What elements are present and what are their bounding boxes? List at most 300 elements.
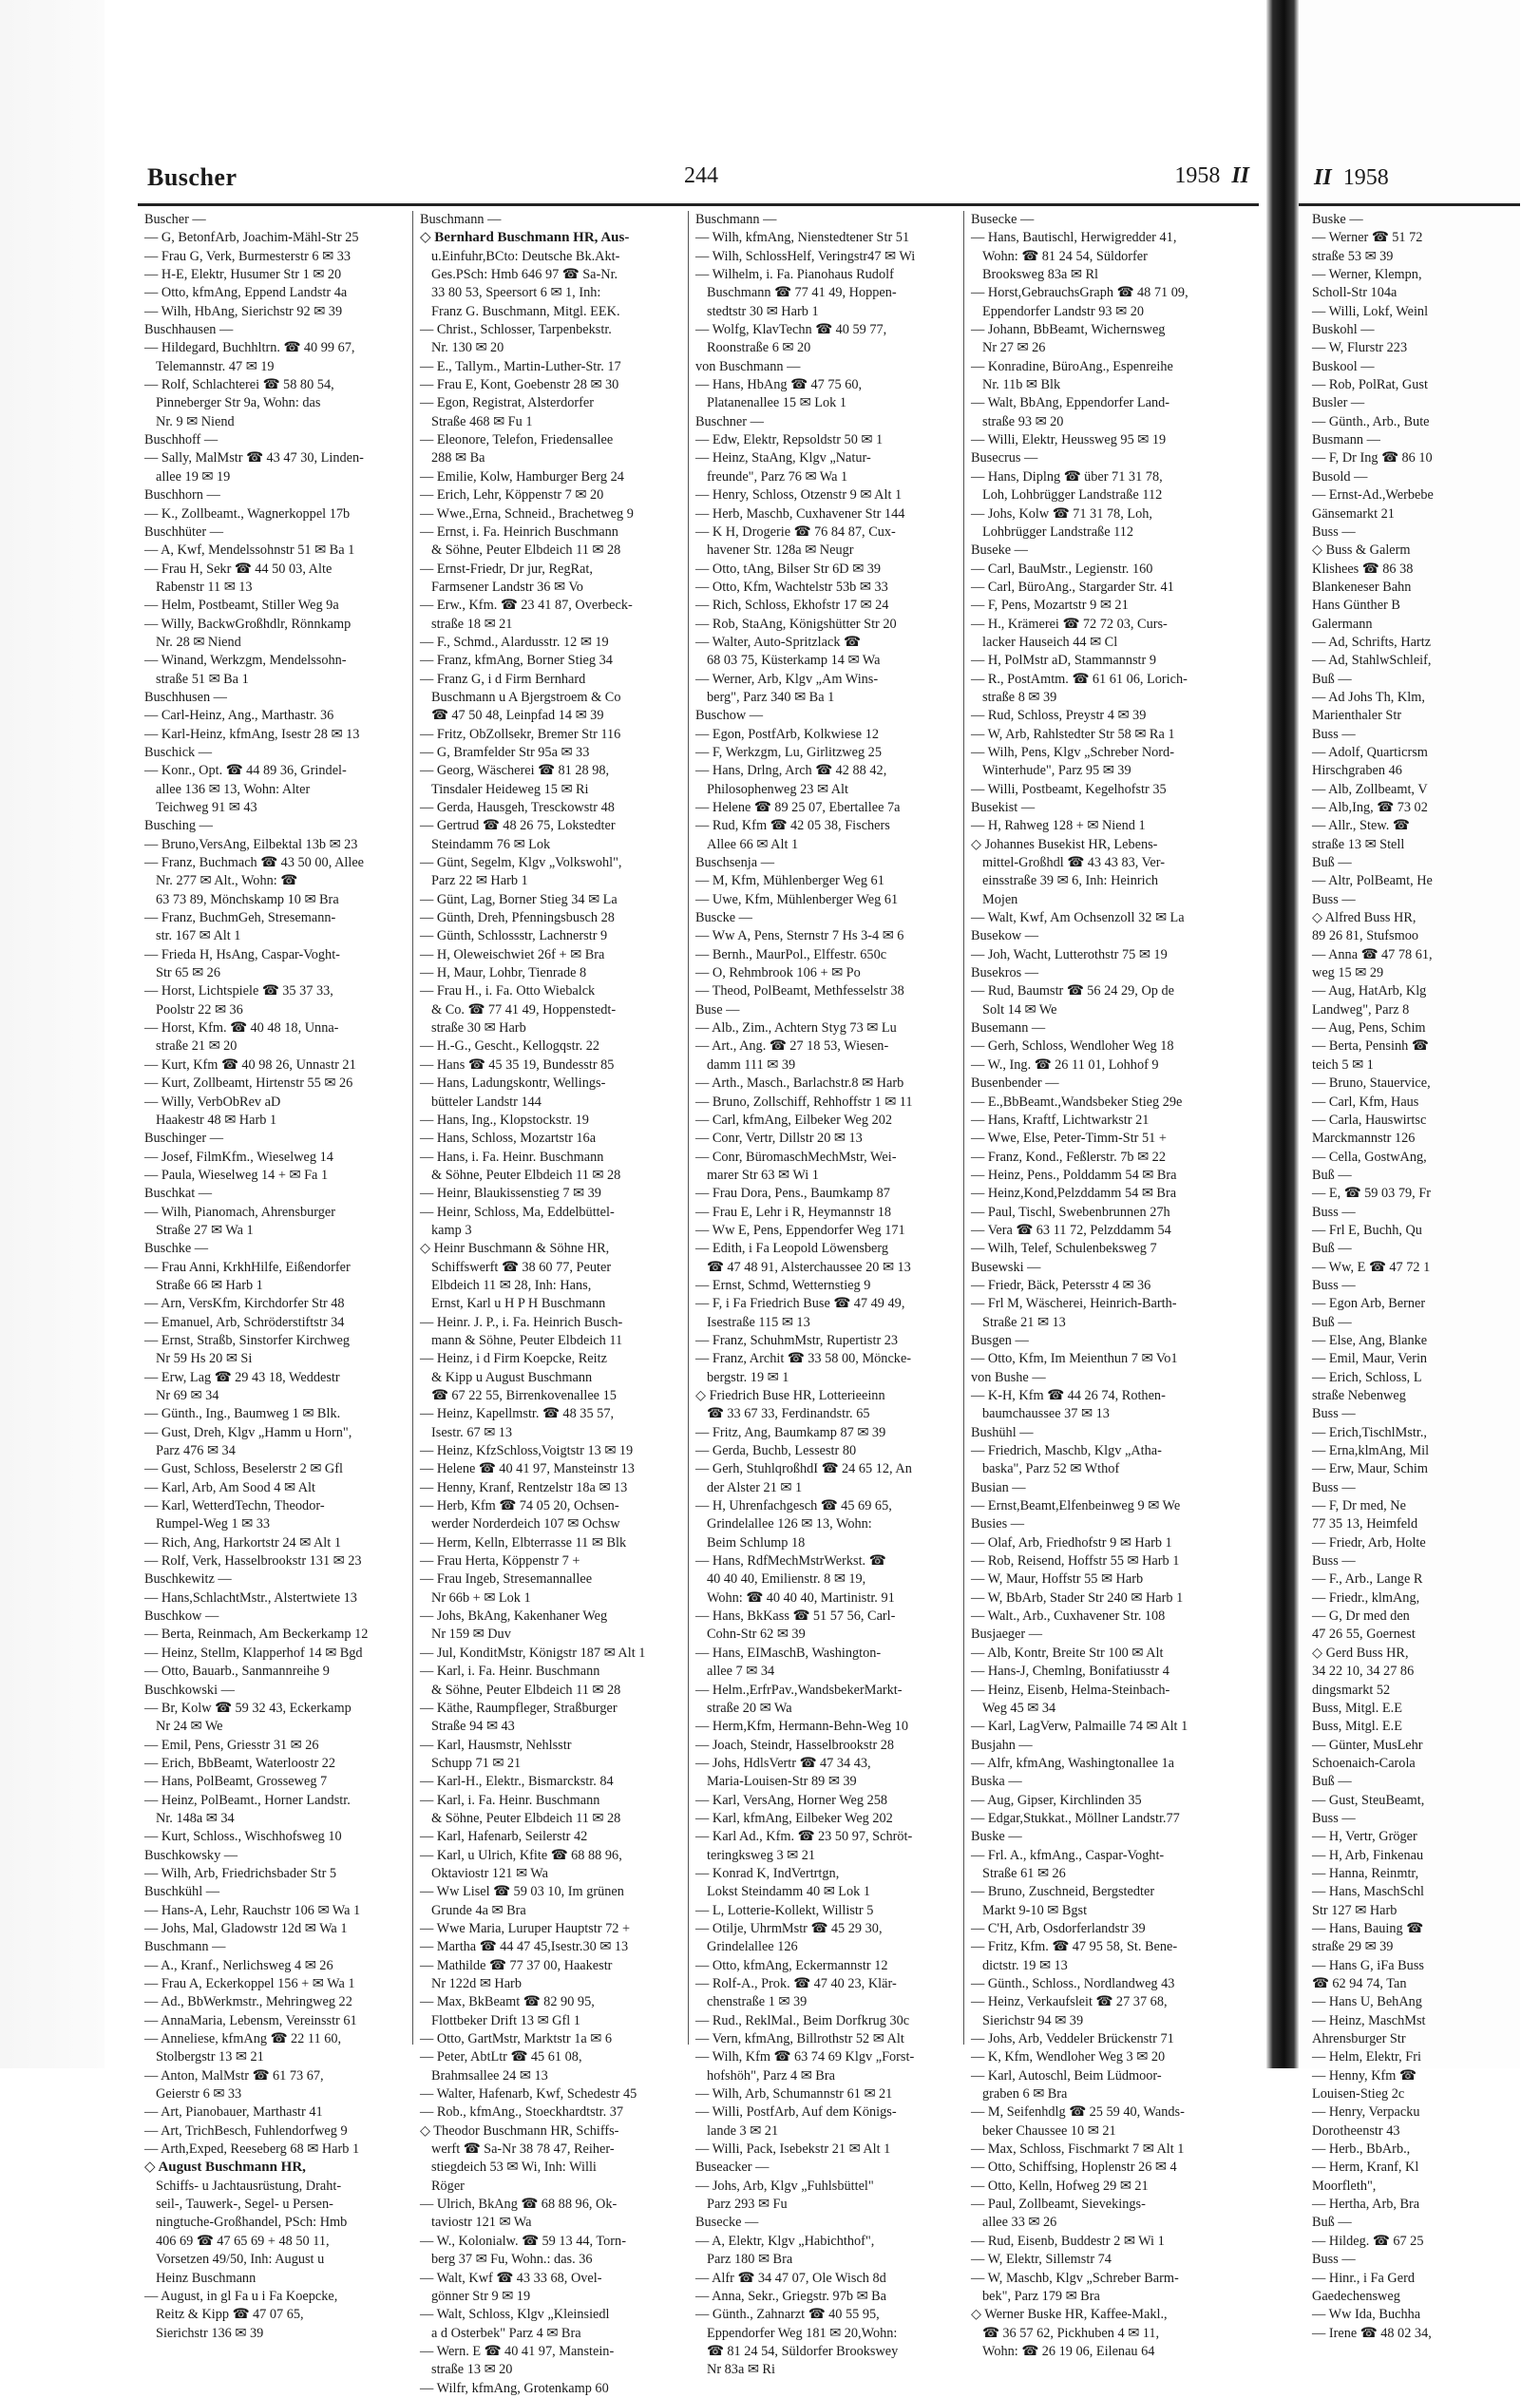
directory-entry-line: graben 6 ✉ Bra	[982, 2086, 1068, 2103]
directory-entry-line: — C'H, Arb, Osdorferlandstr 39	[971, 1920, 1146, 1936]
directory-entry-line: Wohn: ☎ 26 19 06, Eilenau 64	[982, 2343, 1155, 2359]
facing-entry-line: Buss —	[1312, 726, 1356, 742]
facing-entry-line: Scholl-Str 104a	[1312, 285, 1397, 301]
surname-heading: Buschmann —	[144, 1939, 226, 1955]
directory-entry-line: Nr. 9 ✉ Niend	[156, 413, 235, 429]
directory-entry-line: — Friedr, Bäck, Petersstr 4 ✉ 36	[971, 1277, 1151, 1293]
facing-entry-line: straße 53 ✉ 39	[1312, 248, 1394, 264]
directory-entry-line: ☎ 67 22 55, Birrenkovenallee 15	[431, 1388, 617, 1403]
directory-entry-line: Nr. 148a ✉ 34	[156, 1810, 235, 1826]
facing-entry-line: — H, Arb, Finkenau	[1312, 1847, 1424, 1863]
directory-entry-line: Rabenstr 11 ✉ 13	[156, 579, 253, 595]
directory-entry-line: straße 30 ✉ Harb	[431, 1020, 526, 1037]
directory-entry-line: Poolstr 22 ✉ 36	[156, 1001, 243, 1018]
facing-entry-line: — Ww Ida, Buchha	[1312, 2307, 1421, 2323]
facing-entry-line: — Werner ☎ 51 72	[1312, 230, 1423, 246]
surname-heading: von Bushe —	[971, 1369, 1046, 1385]
directory-entry-line: — Rolf, Verk, Hasselbrookstr 131 ✉ 23	[144, 1553, 362, 1570]
directory-entry-line: — Frau G, Verk, Burmesterstr 6 ✉ 33	[144, 248, 352, 264]
surname-heading: Buschsenja —	[695, 855, 774, 871]
directory-entry-line: berg 37 ✉ Fu, Wohn.: das. 36	[431, 2252, 593, 2268]
facing-entry-line: Buß —	[1312, 1774, 1352, 1790]
directory-entry-line: — Hans, BkKass ☎ 51 57 56, Carl-	[695, 1608, 896, 1625]
directory-entry-line: — Günt, Segelm, Klgv „Volkswohl",	[420, 855, 622, 871]
directory-entry-line: — Hans, Ing., Klopstockstr. 19	[420, 1112, 589, 1128]
facing-entry-line: — Gust, SteuBeamt,	[1312, 1792, 1425, 1808]
directory-entry-line: freunde", Parz 76 ✉ Wa 1	[707, 468, 848, 485]
directory-entry-line: Straße 21 ✉ 13	[982, 1314, 1066, 1330]
directory-entry-line: — Carl-Heinz, Ang., Marthastr. 36	[144, 708, 334, 724]
directory-entry-line: — Helene ☎ 89 25 07, Ebertallee 7a	[695, 800, 901, 815]
directory-entry-line: Str 65 ✉ 26	[156, 965, 220, 981]
directory-entry-line: — Hans ☎ 45 35 19, Bundesstr 85	[420, 1056, 615, 1073]
surname-heading: Busgen —	[971, 1332, 1029, 1348]
directory-entry-line: — Conr, Vertr, Dillstr 20 ✉ 13	[695, 1131, 863, 1147]
facing-entry-line: — Else, Ang, Blanke	[1312, 1332, 1428, 1348]
directory-entry-line: — Anneliese, kfmAng ☎ 22 11 60,	[144, 2031, 342, 2047]
facing-volume-roman: II	[1314, 165, 1332, 190]
facing-entry-line: — Hanna, Reinmtr,	[1312, 1865, 1419, 1881]
surname-heading: Busekros —	[971, 965, 1039, 981]
directory-entry-line: — Bernh., MaurPol., Elffestr. 650c	[695, 946, 887, 962]
directory-entry-line: bergstr. 19 ✉ 1	[707, 1369, 789, 1385]
directory-entry-line: str. 167 ✉ Alt 1	[156, 928, 241, 944]
year-text: 1958	[1174, 163, 1221, 188]
facing-entry-line: — Ww, E ☎ 47 72 1	[1312, 1259, 1431, 1275]
directory-entry-line: — August, in gl Fa u i Fa Koepcke,	[144, 2288, 338, 2304]
facing-entry-line: — E, ☎ 59 03 79, Fr	[1312, 1186, 1432, 1202]
directory-entry-line: Schupp 71 ✉ 21	[431, 1755, 522, 1771]
directory-entry-line: taviostr 121 ✉ Wa	[431, 2215, 532, 2231]
directory-entry-line: — Frieda H, HsAng, Caspar-Voght-	[144, 946, 340, 962]
directory-entry-line: Parz 22 ✉ Harb 1	[431, 873, 528, 889]
directory-entry-line: — W., Kolonialw. ☎ 59 13 44, Torn-	[420, 2233, 626, 2249]
directory-entry-line: — Otto, kfmAng, Eppend Landstr 4a	[144, 285, 348, 301]
surname-heading: Busjahn —	[971, 1737, 1033, 1753]
directory-entry-line: — Erich, Lehr, Köppenstr 7 ✉ 20	[420, 487, 604, 504]
directory-entry-line: dictstr. 19 ✉ 13	[982, 1957, 1068, 1973]
directory-entry-line: — AnnaMaria, Lebensm, Vereinsstr 61	[144, 2012, 357, 2028]
directory-entry-line: Sierichstr 136 ✉ 39	[156, 2325, 264, 2341]
directory-entry-line: — Otto, kfmAng, Eckermannstr 12	[695, 1957, 888, 1973]
directory-entry-line: — F, Werkzgm, Lu, Girlitzweg 25	[695, 744, 882, 760]
directory-entry-line: Brooksweg 83a ✉ Rl	[982, 267, 1098, 283]
directory-entry-line: — Erw., Kfm. ☎ 23 41 87, Overbeck-	[420, 598, 633, 614]
directory-entry-line: Steindamm 76 ✉ Lok	[431, 836, 551, 852]
directory-entry-line: Nr. 28 ✉ Niend	[156, 634, 241, 650]
directory-entry-line: — Franz, SchuhmMstr, Rupertistr 23	[695, 1332, 899, 1348]
directory-entry-line: — Heinz, Kapellmstr. ☎ 48 35 57,	[420, 1406, 615, 1422]
facing-entry-line: Moorfleth",	[1312, 2178, 1377, 2194]
directory-entry-line: — Hans, Kraftf, Lichtwarkstr 21	[971, 1112, 1150, 1128]
surname-heading: Buschmann —	[695, 212, 777, 227]
facing-entry-line: straße 29 ✉ 39	[1312, 1939, 1394, 1955]
page-header	[138, 162, 1259, 206]
directory-entry-line: — Willy, VerbObRev aD	[144, 1094, 281, 1110]
directory-entry-line: — Rich, Schloss, Ekhofstr 17 ✉ 24	[695, 598, 889, 614]
directory-entry-line: — Heinz, Eisenb, Helma-Steinbach-	[971, 1682, 1170, 1698]
surname-heading: Buschhoff —	[144, 432, 219, 448]
surname-heading: Buschow —	[695, 708, 764, 724]
directory-page	[138, 162, 1259, 2396]
facing-entry-line: — Bruno, Stauervice,	[1312, 1075, 1431, 1092]
directory-entry-line: Ges.PSch: Hmb 646 97 ☎ Sa-Nr.	[431, 267, 618, 283]
directory-entry-line: — Carl, BüroAng., Stargarder Str. 41	[971, 579, 1174, 595]
directory-entry-line: allee 33 ✉ 26	[982, 2215, 1057, 2231]
facing-entry-line: Buss —	[1312, 1810, 1356, 1826]
facing-entry-line: — Werner, Klempn,	[1312, 267, 1422, 283]
directory-entry-line: — Hans, PolBeamt, Grosseweg 7	[144, 1774, 328, 1790]
directory-entry-line: Straße 94 ✉ 43	[431, 1719, 515, 1735]
directory-entry-line: — Erw, Lag ☎ 29 43 18, Weddestr	[144, 1369, 340, 1385]
directory-entry-line: — Georg, Wäscherei ☎ 81 28 98,	[420, 763, 610, 779]
directory-entry-line: — Gerda, Hausgeh, Tresckowstr 48	[420, 800, 615, 815]
directory-entry-line: — Johs, BkAng, Kakenhaner Weg	[420, 1608, 608, 1625]
directory-entry-line: — H, PolMstr aD, Stammannstr 9	[971, 653, 1156, 669]
directory-entry-line: — Henny, Kranf, Rentzelstr 18a ✉ 13	[420, 1479, 628, 1495]
facing-entry-line: 77 35 13, Heimfeld	[1312, 1516, 1418, 1532]
directory-entry-line: havener Str. 128a ✉ Neugr	[707, 542, 854, 559]
volume-roman: II	[1231, 163, 1249, 188]
facing-page-head	[1314, 165, 1389, 191]
directory-entry-line: — Frl. A., kfmAng., Caspar-Voght-	[971, 1847, 1165, 1863]
directory-entry-line: — Walt, Kwf, Am Ochsenzoll 32 ✉ La	[971, 910, 1185, 926]
facing-entry-line: ◇ Alfred Buss HR,	[1312, 910, 1416, 926]
facing-entry-line: — Willi, Lokf, Weinl	[1312, 303, 1429, 319]
directory-entry-line: Straße 27 ✉ Wa 1	[156, 1222, 254, 1238]
facing-entry-line: Buske —	[1312, 212, 1363, 227]
directory-entry-line: — Herb, Kfm ☎ 74 05 20, Ochsen-	[420, 1498, 619, 1514]
directory-entry-line: — Walt, Kwf ☎ 43 33 68, Ovel-	[420, 2270, 602, 2286]
directory-entry-line: Nr 66b + ✉ Lok 1	[431, 1589, 531, 1606]
directory-entry-line: — Johs, HdlsVertr ☎ 47 34 43,	[695, 1755, 871, 1771]
directory-entry-line: — Herm, Kelln, Elbterrasse 11 ✉ Blk	[420, 1534, 627, 1551]
directory-entry-line: baska", Parz 52 ✉ Wthof	[982, 1461, 1120, 1477]
directory-entry-line: — Günt, Lag, Borner Stieg 34 ✉ La	[420, 891, 618, 907]
directory-entry-line: — O, Rehmbrook 106 + ✉ Po	[695, 965, 861, 981]
facing-entry-line: Klishees ☎ 86 38	[1312, 561, 1414, 577]
directory-entry-line: Weg 45 ✉ 34	[982, 1700, 1056, 1716]
directory-entry-line: — Ernst,Beamt,Elfenbeinweg 9 ✉ We	[971, 1498, 1181, 1514]
directory-entry-line: Rumpel-Weg 1 ✉ 33	[156, 1516, 271, 1532]
surname-heading: Buschhusen —	[144, 689, 227, 705]
directory-entry-line: — Winand, Werkzgm, Mendelssohn-	[144, 653, 347, 669]
directory-entry-line: teringksweg 3 ✉ 21	[707, 1847, 816, 1863]
directory-entry-line: — Gerh, StuhlqroßhdI ☎ 24 65 12, An	[695, 1461, 912, 1477]
directory-entry-line: werder Norderdeich 107 ✉ Ochsw	[431, 1516, 620, 1532]
directory-entry-line: — Carl, kfmAng, Eilbeker Weg 202	[695, 1112, 893, 1128]
directory-entry-line: — Rud, Kfm ☎ 42 05 38, Fischers	[695, 818, 890, 834]
directory-entry-line: — Wilh, Telef, Schulenbeksweg 7	[971, 1241, 1157, 1257]
facing-entry-line: Busmann —	[1312, 432, 1380, 448]
directory-entry-line: Vorsetzen 49/50, Inh: August u	[156, 2252, 325, 2268]
directory-entry-line: — Hans-A, Lehr, Rauchstr 106 ✉ Wa 1	[144, 1902, 361, 1918]
directory-entry-line: — Heinr, Schloss, Ma, Eddelbüttel-	[420, 1204, 615, 1220]
directory-entry-line: ☎ 33 67 33, Ferdinandstr. 65	[707, 1406, 870, 1422]
directory-entry-line: — Egon, Registrat, Alsterdorfer	[420, 395, 595, 411]
directory-entry-line: Pinneberger Str 9a, Wohn: das	[156, 395, 321, 411]
directory-entry-line: — Karl, Hausmstr, Nehlsstr	[420, 1737, 572, 1753]
directory-entry-line: — Karl, i. Fa. Heinr. Buschmann	[420, 1792, 600, 1808]
page-number: 244	[684, 163, 718, 188]
directory-entry-line: Parz 293 ✉ Fu	[707, 2197, 788, 2213]
directory-entry-line: — Anna, Sekr., Griegstr. 97b ✉ Ba	[695, 2288, 887, 2304]
facing-entry-line: Buskohl —	[1312, 322, 1375, 338]
directory-entry-line: — Werner, Arb, Klgv „Am Wins-	[695, 671, 879, 687]
directory-entry-line: — Otilje, UhrmMstr ☎ 45 29 30,	[695, 1920, 883, 1936]
directory-entry-line: — Gust, Dreh, Klgv „Hamm u Horn",	[144, 1424, 352, 1440]
directory-entry-line: Solt 14 ✉ We	[982, 1001, 1057, 1018]
directory-entry-line: Philosophenweg 23 ✉ Alt	[707, 781, 848, 797]
facing-page-column	[1312, 211, 1540, 2343]
facing-entry-line: — H, Vertr, Gröger	[1312, 1829, 1417, 1845]
directory-entry-line: damm 111 ✉ 39	[707, 1056, 796, 1073]
directory-entry-line: — Edith, i Fa Leopold Löwensberg	[695, 1241, 889, 1257]
surname-heading: Buseacker —	[695, 2160, 770, 2176]
directory-entry-line: & Kipp u August Buschmann	[431, 1369, 593, 1385]
facing-entry-line: Buss, Mitgl. E.E	[1312, 1700, 1402, 1716]
facing-entry-line: ◇ Buss & Galerm	[1312, 542, 1411, 559]
directory-entry-line: — Käthe, Raumpfleger, Straßburger	[420, 1700, 618, 1716]
directory-entry-line: — Konr., Opt. ☎ 44 89 36, Grindel-	[144, 763, 347, 779]
facing-entry-line: Busler —	[1312, 395, 1365, 411]
facing-entry-line: Buß —	[1312, 1167, 1352, 1183]
directory-entry-line: — Frl M, Wäscherei, Heinrich-Barth-	[971, 1296, 1177, 1312]
facing-entry-line: Buss —	[1312, 1277, 1356, 1293]
directory-entry-line: ☎ 36 57 62, Pickhuben 4 ✉ 11,	[982, 2325, 1160, 2341]
directory-entry-line: gönner Str 9 ✉ 19	[431, 2288, 531, 2304]
directory-entry-line: — H, Maur, Lohbr, Tienrade 8	[420, 965, 587, 981]
surname-heading: Busies —	[971, 1516, 1025, 1532]
directory-entry-line: — Paul, Zollbeamt, Sievekings-	[971, 2197, 1146, 2213]
directory-entry-line: — F., Schmd., Alardusstr. 12 ✉ 19	[420, 634, 609, 650]
directory-entry-line: — W, Maur, Hoffstr 55 ✉ Harb	[971, 1571, 1144, 1588]
directory-entry-line: — Karl, Autoschl, Beim Lüdmoor-	[971, 2067, 1162, 2084]
directory-entry-line: — Peter, AbtLtr ☎ 45 61 08,	[420, 2049, 582, 2065]
directory-entry-line: — L, Lotterie-Kollekt, Willistr 5	[695, 1902, 874, 1918]
directory-entry-line: Buschmann ☎ 77 41 49, Hoppen-	[707, 285, 897, 301]
directory-entry-line: — Rud, Baumstr ☎ 56 24 29, Op de	[971, 983, 1174, 999]
directory-entry-line: — Wwe.,Erna, Schneid., Brachetweg 9	[420, 505, 634, 522]
surname-heading: Busemann —	[971, 1020, 1046, 1037]
facing-entry-line: — Friedr, Arb, Holte	[1312, 1534, 1426, 1551]
surname-heading: Busekow —	[971, 928, 1039, 944]
facing-entry-line: — Ernst-Ad.,Werbebe	[1312, 487, 1434, 504]
directory-entry-line: — Wilhelm, i. Fa. Pianohaus Rudolf	[695, 267, 894, 283]
directory-entry-line: Franz G. Buschmann, Mitgl. EEK.	[431, 303, 620, 319]
directory-entry-line: — Karl, i. Fa. Heinr. Buschmann	[420, 1664, 600, 1680]
directory-entry-line: Wohn: ☎ 40 40 40, Martinistr. 91	[707, 1589, 895, 1606]
facing-entry-line: — Adolf, Quarticrsm	[1312, 744, 1428, 760]
surname-heading: Buschmann —	[420, 212, 502, 227]
directory-entry-line: 288 ✉ Ba	[431, 450, 485, 466]
directory-entry-line: Maria-Louisen-Str 89 ✉ 39	[707, 1774, 857, 1790]
facing-entry-line: — Henny, Kfm ☎	[1312, 2067, 1416, 2084]
directory-entry-line: — Edgar,Stukkat., Möllner Landstr.77	[971, 1810, 1180, 1826]
directory-entry-line: — Ernst, Schmd, Wetternstieg 9	[695, 1277, 871, 1293]
directory-entry-line: — Art, TrichBesch, Fuhlendorfweg 9	[144, 2122, 348, 2139]
directory-entry-line: — Karl, u Ulrich, Kfite ☎ 68 88 96,	[420, 1847, 622, 1863]
directory-entry-line: — Hans, EIMaschB, Washington-	[695, 1645, 882, 1661]
directory-entry-line: Flottbeker Drift 13 ✉ Gfl 1	[431, 2012, 580, 2028]
facing-entry-line: Buss —	[1312, 2252, 1356, 2268]
directory-entry-line: Elbdeich 11 ✉ 28, Inh: Hans,	[431, 1277, 592, 1293]
directory-entry-line: — Frau Herta, Köppenstr 7 +	[420, 1553, 580, 1570]
directory-entry-line: Stolbergstr 13 ✉ 21	[156, 2049, 264, 2065]
facing-entry-line: 89 26 81, Stufsmoo	[1312, 928, 1419, 944]
directory-entry-line: — Rob, StaAng, Königshütter Str 20	[695, 616, 897, 632]
directory-entry-line: — Hans, Diplng ☎ über 71 31 78,	[971, 468, 1163, 485]
directory-column-3	[689, 211, 964, 2378]
facing-entry-line: Buß —	[1312, 1314, 1352, 1330]
directory-entry-line: — Konradine, BüroAng., Espenreihe	[971, 358, 1173, 374]
directory-entry-line: Roonstraße 6 ✉ 20	[707, 340, 811, 356]
facing-entry-line: — Cella, GostwAng,	[1312, 1149, 1427, 1165]
surname-heading: Buscher —	[144, 212, 206, 227]
directory-entry-line: — Bruno, Zuschneid, Bergstedter	[971, 1884, 1155, 1900]
facing-page	[1299, 0, 1520, 2341]
directory-entry-line: — Johs, Kolw ☎ 71 31 78, Loh,	[971, 505, 1152, 522]
directory-entry-line: — A, Kwf, Mendelssohnstr 51 ✉ Ba 1	[144, 542, 355, 559]
facing-entry-line: — Allr., Stew. ☎	[1312, 818, 1410, 834]
directory-entry-line: — H, Oleweischwiet 26f + ✉ Bra	[420, 946, 605, 962]
directory-entry-line: straße 13 ✉ 20	[431, 2362, 513, 2378]
directory-entry-line: — Rud, Schloss, Preystr 4 ✉ 39	[971, 708, 1147, 724]
directory-entry-line: — Frau Dora, Pens., Baumkamp 87	[695, 1186, 890, 1202]
surname-heading: Busenbender —	[971, 1075, 1059, 1092]
directory-entry-line: der Alster 21 ✉ 1	[707, 1479, 803, 1495]
directory-entry-line: — Emilie, Kolw, Hamburger Berg 24	[420, 468, 624, 485]
directory-entry-line: Telemannstr. 47 ✉ 19	[156, 358, 275, 374]
directory-entry-line: — H-E, Elektr, Husumer Str 1 ✉ 20	[144, 267, 342, 283]
directory-entry-line: — Johs, Arb, Klgv „Fuhlsbüttel"	[695, 2178, 874, 2194]
facing-page-header	[1299, 162, 1520, 206]
directory-entry-line: — Frau Anni, KrkhHilfe, Eißendorfer	[144, 1259, 351, 1275]
facing-entry-line: — Erich,TischlMstr.,	[1312, 1424, 1428, 1440]
directory-entry-line: — Emanuel, Arb, Schröderstiftstr 34	[144, 1314, 345, 1330]
directory-entry-line: Nr. 130 ✉ 20	[431, 340, 504, 356]
facing-entry-line: Buss, Mitgl. E.E	[1312, 1719, 1402, 1735]
facing-entry-line: teich 5 ✉ 1	[1312, 1056, 1374, 1073]
directory-entry-line: — Heinz, StaAng, Klgv „Natur-	[695, 450, 871, 466]
directory-entry-line: Schiffswerft ☎ 38 60 77, Peuter	[431, 1259, 612, 1275]
directory-entry-line: straße 20 ✉ Wa	[707, 1700, 792, 1716]
directory-entry-line: — Otto, GartMstr, Marktstr 1a ✉ 6	[420, 2031, 613, 2047]
facing-entry-line: Buss —	[1312, 891, 1356, 907]
directory-entry-line: — Willi, Pack, Isebekstr 21 ✉ Alt 1	[695, 2141, 891, 2158]
directory-entry-line: — Günth., Schloss., Nordlandweg 43	[971, 1976, 1175, 1991]
directory-entry-line: Heinz Buschmann	[156, 2270, 257, 2286]
facing-entry-line: — Henry, Verpacku	[1312, 2104, 1420, 2121]
directory-entry-line: straße 51 ✉ Ba 1	[156, 671, 249, 687]
directory-entry-line: — Br, Kolw ☎ 59 32 43, Eckerkamp	[144, 1700, 352, 1716]
facing-entry-line: — Ad, Schrifts, Hartz	[1312, 634, 1432, 650]
directory-entry-line: allee 7 ✉ 34	[707, 1664, 775, 1680]
directory-entry-line: allee 19 ✉ 19	[156, 468, 231, 485]
directory-entry-line: — Frau E, Kont, Goebenstr 28 ✉ 30	[420, 377, 619, 393]
directory-entry-line: Parz 476 ✉ 34	[156, 1443, 236, 1459]
facing-entry-line: — F, Dr med, Ne	[1312, 1498, 1406, 1514]
page-gutter	[0, 0, 105, 2068]
directory-entry-line: — Heinz, i d Firm Koepcke, Reitz	[420, 1351, 607, 1367]
directory-entry-line: — Theod, PolBeamt, Methfesselstr 38	[695, 983, 904, 999]
directory-entry-line: — Karl, LagVerw, Palmaille 74 ✉ Alt 1	[971, 1719, 1188, 1735]
directory-entry-line: Mojen	[982, 891, 1018, 907]
facing-entry-line: Gänsemarkt 21	[1312, 505, 1395, 522]
directory-entry-line: — Alfr, kfmAng, Washingtonallee 1a	[971, 1755, 1175, 1771]
directory-entry-line: — Berta, Reinmach, Am Beckerkamp 12	[144, 1627, 369, 1643]
facing-entry-line: dingsmarkt 52	[1312, 1682, 1391, 1698]
facing-entry-line: — Günth., Arb., Bute	[1312, 413, 1430, 429]
directory-column-2	[413, 211, 689, 2396]
directory-entry-line: — Karl, Hafenarb, Seilerstr 42	[420, 1829, 588, 1845]
directory-entry-line: — Arn, VersKfm, Kirchdorfer Str 48	[144, 1296, 345, 1312]
directory-entry-line: — Bruno, Zollschiff, Rehhoffstr 1 ✉ 11	[695, 1094, 913, 1110]
directory-entry-line: — Willi, PostfArb, Auf dem Königs-	[695, 2104, 897, 2121]
directory-entry-line: — Gerda, Buchb, Lessestr 80	[695, 1443, 857, 1459]
directory-entry-line: — Ww A, Pens, Sternstr 7 Hs 3-4 ✉ 6	[695, 928, 904, 944]
directory-entry-line: ☎ 81 24 54, Süldorfer Brookswey	[707, 2343, 899, 2359]
facing-year: 1958	[1342, 165, 1389, 190]
directory-entry-line: — Wilh, SchlossHelf, Veringstr47 ✉ Wi	[695, 248, 916, 264]
directory-entry-line: & Söhne, Peuter Elbdeich 11 ✉ 28	[431, 1682, 621, 1698]
directory-entry-line: — Ad., BbWerkmstr., Mehringweg 22	[144, 1994, 352, 2010]
directory-entry-line: & Söhne, Peuter Elbdeich 11 ✉ 28	[431, 542, 621, 559]
surname-heading: Buschkowsky —	[144, 1847, 238, 1863]
facing-entry-line: Marienthaler Str	[1312, 708, 1402, 724]
directory-entry-line: — Wilh, Pianomach, Ahrensburger	[144, 1204, 336, 1220]
facing-entry-line: — G, Dr med den	[1312, 1608, 1410, 1625]
directory-entry-line: lacker Hauseich 44 ✉ Cl	[982, 634, 1118, 650]
directory-entry-line: Cohn-Str 62 ✉ 39	[707, 1627, 806, 1643]
directory-entry-line: u.Einfuhr,BCto: Deutsche Bk.Akt-	[431, 248, 620, 264]
facing-entry-line: Buss —	[1312, 1406, 1356, 1422]
directory-entry-line: Straße 66 ✉ Harb 1	[156, 1277, 263, 1293]
directory-entry-line: — Fritz, ObZollsekr, Bremer Str 116	[420, 726, 621, 742]
directory-entry-line: — Henry, Schloss, Otzenstr 9 ✉ Alt 1	[695, 487, 903, 504]
facing-entry-line: Dorotheenstr 43	[1312, 2122, 1400, 2139]
book-spine	[1266, 0, 1299, 2068]
directory-entry-line: — Walt, BbAng, Eppendorfer Land-	[971, 395, 1170, 411]
directory-entry-line: Nr 59 Hs 20 ✉ Si	[156, 1351, 253, 1367]
directory-entry-line: Röger	[431, 2178, 465, 2194]
facing-entry-line: — Altr, PolBeamt, He	[1312, 873, 1433, 889]
directory-entry-line: Beim Schlump 18	[707, 1534, 806, 1551]
facing-entry-line: Buß —	[1312, 2215, 1352, 2231]
facing-entry-line: — Irene ☎ 48 02 34,	[1312, 2325, 1432, 2341]
directory-entry-line: seil-, Tauwerk-, Segel- u Persen-	[156, 2197, 333, 2213]
directory-entry-line: — Alfr ☎ 34 47 07, Ole Wisch 8d	[695, 2270, 886, 2286]
directory-entry-line: — W., Ing. ☎ 26 11 01, Lohhof 9	[971, 1056, 1159, 1073]
directory-entry-line: stedtstr 30 ✉ Harb 1	[707, 303, 819, 319]
directory-entry-line: — Günth, Dreh, Pfenningsbusch 28	[420, 910, 615, 926]
directory-entry-line: Geierstr 6 ✉ 33	[156, 2086, 242, 2103]
directory-entry-line: — E., Tallym., Martin-Luther-Str. 17	[420, 358, 621, 374]
directory-entry-line: Teichweg 91 ✉ 43	[156, 800, 257, 815]
facing-entry-line: — Erich, Schloss, L	[1312, 1369, 1422, 1385]
directory-entry-line: — Walter, Hafenarb, Kwf, Schedestr 45	[420, 2086, 637, 2103]
directory-entry-line: — Karl, Arb, Am Sood 4 ✉ Alt	[144, 1479, 315, 1495]
surname-heading: Buschkewitz —	[144, 1571, 232, 1588]
directory-entry-line: — Ernst, Straßb, Sinstorfer Kirchweg	[144, 1332, 351, 1348]
directory-column-1	[138, 211, 413, 2341]
directory-entry-line: allee 136 ✉ 13, Wohn: Alter	[156, 781, 311, 797]
facing-entry-line: Busold —	[1312, 468, 1368, 485]
directory-entry-line: Sierichstr 94 ✉ 39	[982, 2012, 1084, 2028]
facing-entry-line: — Hinr., i Fa Gerd	[1312, 2270, 1416, 2286]
facing-entry-line: 47 26 55, Goernest	[1312, 1627, 1416, 1643]
directory-entry-line: marer Str 63 ✉ Wi 1	[707, 1167, 819, 1183]
